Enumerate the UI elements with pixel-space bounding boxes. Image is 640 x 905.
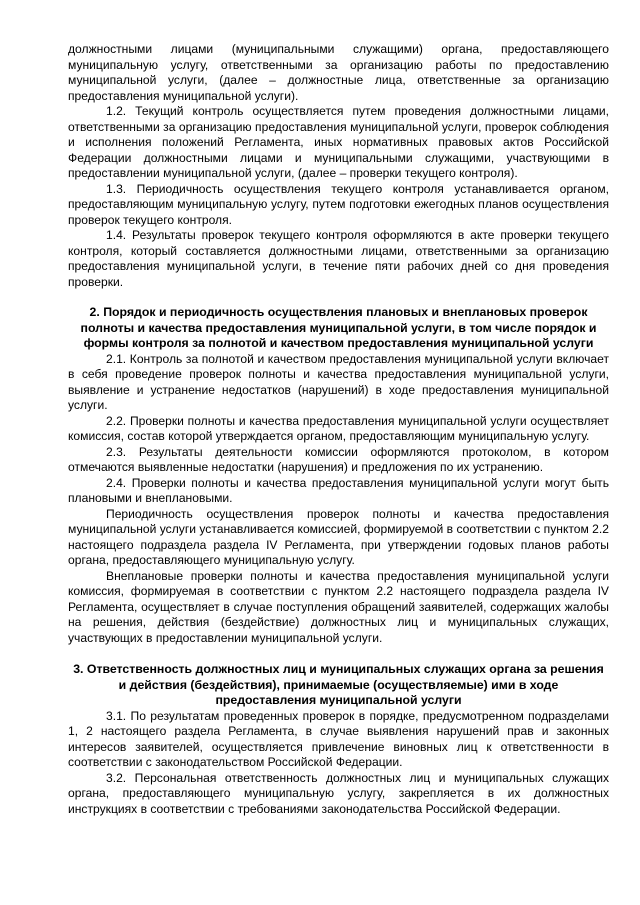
- paragraph-unplanned: Внеплановые проверки полноты и качества предоставления муниципальной услуги комиссия, формируемая в соответствии с пунктом 2.2 настоящего подраздела раздела IV Регламента, осуществляет в случае поступления обращений заявителей, содержащих жалобы на решения, действия (бездействие) должностных лиц и муниципальных служащих, участвующих в предоставлении муниципальной услуги.: [68, 568, 609, 645]
- paragraph-2-3: 2.3. Результаты деятельности комиссии оформляются протоколом, в котором отмечаются выявленные недостатки (нарушения) и предложения по их устранению.: [68, 444, 609, 474]
- paragraph-continuation: должностными лицами (муниципальными служащими) органа, предоставляющего муниципальную услугу, ответственными за организацию работы по предоставлению муниципальной услуги, (далее – должностные лица, ответственные за организацию предоставления муниципальной услуги).: [68, 42, 609, 103]
- paragraph-3-1: 3.1. По результатам проведенных проверок в порядке, предусмотренном подразделами 1, 2 настоящего раздела Регламента, в случае выявления нарушений прав и законных интересов заявителей, осуществляется привлечение виновных лиц к ответственности в соответствии с законодательством Российской Федерации.: [68, 708, 609, 769]
- section-2-heading: 2. Порядок и периодичность осуществления плановых и внеплановых проверок полноты и качества предоставления муниципальной услуги, в том числе порядок и формы контроля за полнотой и качеством предоставления муниципальной услуги: [80, 305, 597, 350]
- paragraph-2-4: 2.4. Проверки полноты и качества предоставления муниципальной услуги могут быть плановыми и внеплановыми.: [68, 475, 609, 505]
- paragraph-2-2: 2.2. Проверки полноты и качества предоставления муниципальной услуги осуществляет комиссия, состав которой утверждается органом, предоставляющим муниципальную услугу.: [68, 413, 609, 443]
- paragraph-1-2: 1.2. Текущий контроль осуществляется путем проведения должностными лицами, ответственными за организацию предоставления муниципальной услуги, проверок соблюдения и исполнения положений Регламента, иных нормативных правовых актов Российской Федерации должностными лицами и муниципальными служащими, участвующими в предоставлении муниципальной услуги, (далее – проверки текущего контроля).: [68, 104, 609, 180]
- document-page: [68, 42, 609, 817]
- section-3-heading: 3. Ответственность должностных лиц и муниципальных служащих органа за решения и действия (бездействия), принимаемые (осуществляемые) ими в ходе предоставления муниципальной услуги: [73, 662, 604, 707]
- paragraph-1-3: 1.3. Периодичность осуществления текущего контроля устанавливается органом, предоставляющим муниципальную услугу, путем подготовки ежегодных планов осуществления проверок текущего контроля.: [68, 181, 609, 227]
- paragraph-periodicity: Периодичность осуществления проверок полноты и качества предоставления муниципальной услуги устанавливается комиссией, формируемой в соответствии с пунктом 2.2 настоящего подраздела раздела IV Регламента, при утверждении годовых планов работы органа, предоставляющего муниципальную услугу.: [68, 506, 609, 567]
- paragraph-2-1: 2.1. Контроль за полнотой и качеством предоставления муниципальной услуги включает в себя проведение проверок полноты и качества предоставления муниципальной услуги, выявление и устранение недостатков (нарушений) в ходе предоставления муниципальной услуги.: [68, 351, 609, 412]
- paragraph-3-2: 3.2. Персональная ответственность должностных лиц и муниципальных служащих органа, предоставляющего муниципальную услугу, закрепляется в их должностных инструкциях в соответствии с требованиями законодательства Российской Федерации.: [68, 770, 609, 816]
- paragraph-1-4: 1.4. Результаты проверок текущего контроля оформляются в акте проверки текущего контроля, который составляется должностными лицами, ответственными за организацию предоставления муниципальной услуги, в течение пяти рабочих дней со дня проведения проверки.: [68, 228, 609, 289]
